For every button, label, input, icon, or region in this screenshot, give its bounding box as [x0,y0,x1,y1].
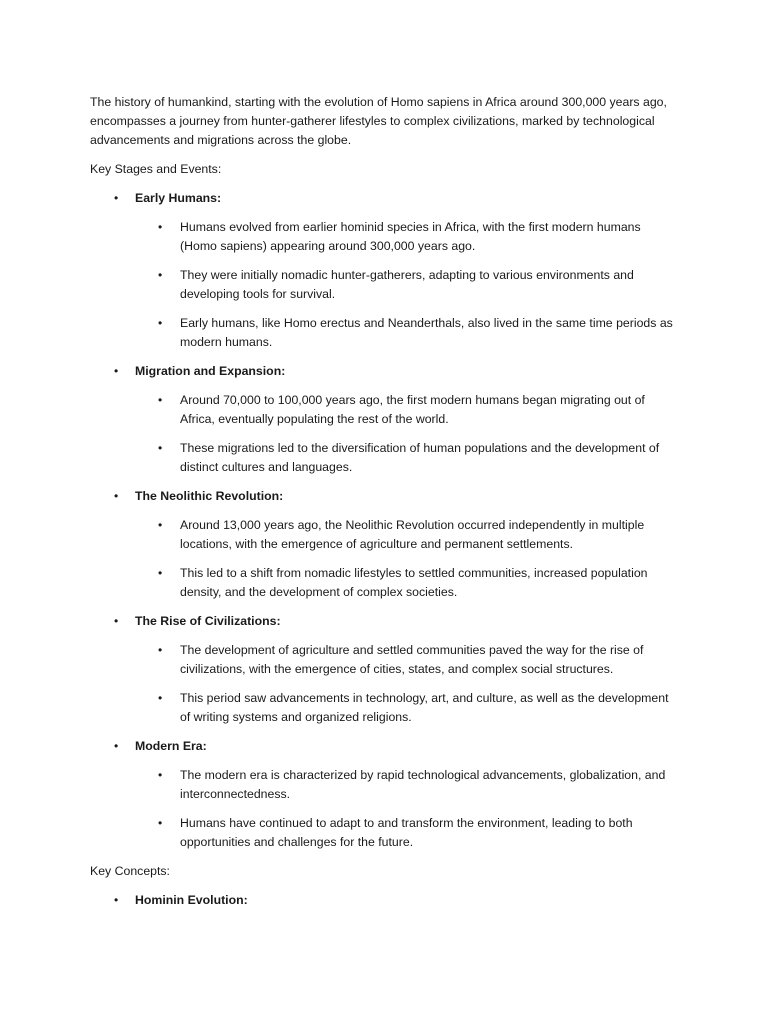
point-text: Around 70,000 to 100,000 years ago, the first modern humans began migrating out of Africa, eventually populating the rest of the world. [180,393,645,426]
bullet-icon: • [158,220,163,234]
point-text: They were initially nomadic hunter-gatherers, adapting to various environments and developing tools for survival. [180,268,634,301]
bullet-icon: • [114,893,119,907]
stage-item-the-rise-of-civilizations [90,612,688,727]
bullet-icon: • [158,316,163,330]
bullet-icon: • [114,614,119,628]
bullet-icon: • [114,489,119,503]
list-item [135,439,680,477]
stage-points-list [135,641,688,727]
concept-item-hominin-evolution [90,891,688,910]
list-item [135,391,680,429]
list-item [135,689,680,727]
list-item [135,766,680,804]
stage-points-list [135,218,688,352]
point-text: Early humans, like Homo erectus and Neanderthals, also lived in the same time periods as modern humans. [180,316,673,349]
list-item [135,564,680,602]
stage-title: The Rise of Civilizations: [135,614,281,628]
intro-paragraph: The history of humankind, starting with the evolution of Homo sapiens in Africa around 300,000 years ago, encompasses a journey from hunter-gatherer lifestyles to complex civilizations, marked by technological advancements and migrations across the globe. [90,95,667,147]
stage-points-list [135,391,688,477]
point-text: Around 13,000 years ago, the Neolithic Revolution occurred independently in multiple locations, with the emergence of agriculture and permanent settlements. [180,518,645,551]
bullet-icon: • [158,518,163,532]
bullet-icon: • [158,441,163,455]
bullet-icon: • [114,191,119,205]
bullet-icon: • [114,739,119,753]
stage-title: Modern Era: [135,739,207,753]
list-item [135,314,680,352]
bullet-icon: • [114,364,119,378]
stage-points-list [135,766,688,852]
point-text: The development of agriculture and settled communities paved the way for the rise of civilizations, with the emergence of cities, states, and complex social structures. [180,643,644,676]
bullet-icon: • [158,566,163,580]
point-text: Humans have continued to adapt to and transform the environment, leading to both opportunities and challenges for the future. [180,816,633,849]
bullet-icon: • [158,768,163,782]
key-stages-heading: Key Stages and Events: [90,162,222,176]
point-text: This led to a shift from nomadic lifestyles to settled communities, increased population density, and the development of complex societies. [180,566,648,599]
list-item [135,641,680,679]
bullet-icon: • [158,816,163,830]
stage-item-modern-era [90,737,688,852]
list-item [135,516,680,554]
concept-title: Hominin Evolution: [135,893,248,907]
stage-title: The Neolithic Revolution: [135,489,284,503]
point-text: The modern era is characterized by rapid technological advancements, globalization, and interconnectedness. [180,768,666,801]
point-text: These migrations led to the diversification of human populations and the development of distinct cultures and languages. [180,441,660,474]
point-text: Humans evolved from earlier hominid species in Africa, with the first modern humans (Homo sapiens) appearing around 300,000 years ago. [180,220,641,253]
key-concepts-heading: Key Concepts: [90,864,170,878]
stage-points-list [135,516,688,602]
key-concepts-list [90,891,688,910]
key-stages-list [90,189,688,852]
bullet-icon: • [158,393,163,407]
stage-title: Migration and Expansion: [135,364,286,378]
stage-title: Early Humans: [135,191,222,205]
list-item [135,266,680,304]
stage-item-the-neolithic-revolution [90,487,688,602]
stage-item-early-humans [90,189,688,352]
bullet-icon: • [158,691,163,705]
stage-item-migration-and-expansion [90,362,688,477]
point-text: This period saw advancements in technology, art, and culture, as well as the development of writing systems and organized religions. [180,691,669,724]
list-item [135,814,680,852]
bullet-icon: • [158,268,163,282]
bullet-icon: • [158,643,163,657]
list-item [135,218,680,256]
